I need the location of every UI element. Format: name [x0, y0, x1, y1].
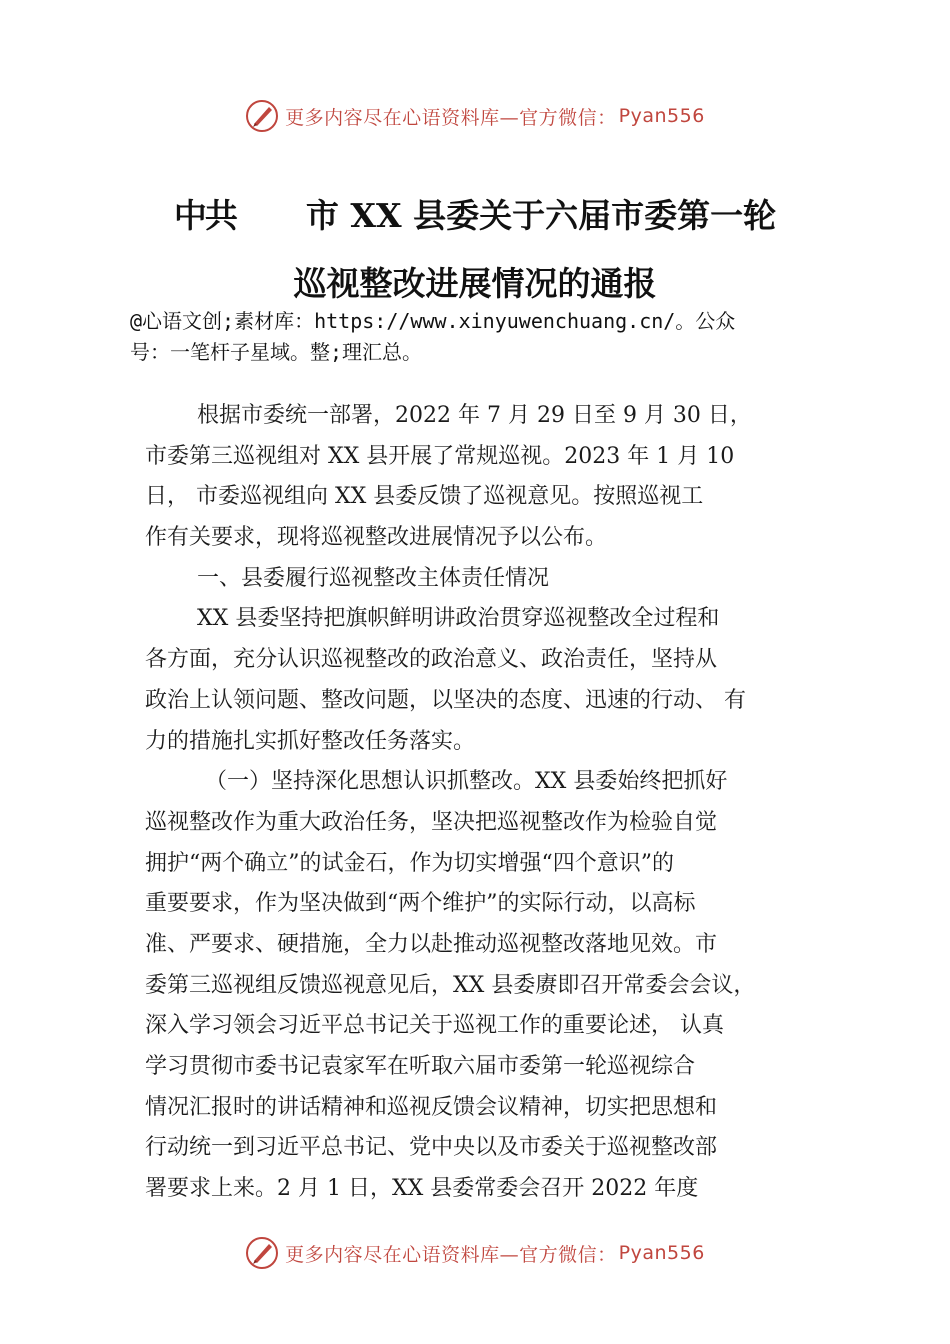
- body-line: 拥护“两个确立”的试金石，作为切实增强“四个意识”的: [145, 850, 674, 876]
- banner-wechat-id: Pyan556: [618, 105, 705, 127]
- footer-banner: [0, 1233, 950, 1273]
- source-watermark: [130, 306, 850, 368]
- watermark-line-2: 号：一笔杆子星域。整;理汇总。: [130, 340, 423, 364]
- banner-text: 更多内容尽在心语资料库—官方微信：: [285, 1243, 617, 1266]
- body-line: 行动统一到习近平总书记、党中央以及市委关于巡视整改部: [145, 1135, 718, 1161]
- body-line: 情况汇报时的讲话精神和巡视反馈会议精神，切实把思想和: [145, 1094, 718, 1120]
- header-banner: [0, 96, 950, 136]
- watermark-line-1: @心语文创;素材库：https://www.xinyuwenchuang.cn/。公众: [130, 309, 736, 333]
- body-line: 作有关要求，现将巡视整改进展情况予以公布。: [145, 525, 608, 551]
- banner-wechat-id: Pyan556: [618, 1242, 705, 1264]
- body-line: 学习贯彻市委书记袁家军在听取六届市委第一轮巡视综合: [145, 1054, 696, 1079]
- body-line: 各方面，充分认识巡视整改的政治意义、政治责任，坚持从: [145, 647, 718, 673]
- body-line: 市委第三巡视组对 XX 县开展了常规巡视。2023 年 1 月 10: [145, 443, 735, 469]
- body-line: XX 县委坚持把旗帜鲜明讲政治贯穿巡视整改全过程和: [197, 606, 720, 632]
- body-line: 准、严要求、硬措施，全力以赴推动巡视整改落地见效。市: [145, 931, 718, 957]
- body-line: 署要求上来。2 月 1 日，XX 县委常委会召开 2022 年度: [145, 1176, 699, 1202]
- body-line: 重要要求，作为坚决做到“两个维护”的实际行动，以高标: [145, 891, 696, 917]
- body-line: 力的措施扎实抓好整改任务落实。: [145, 728, 476, 754]
- pen-logo-icon: [245, 99, 279, 133]
- subsection-line: （一）坚持深化思想认识抓整改。XX 县委始终把抓好: [205, 769, 728, 795]
- section-heading: 一、县委履行巡视整改主体责任情况: [197, 565, 550, 591]
- body-line: 根据市委统一部署，2022 年 7 月 29 日至 9 月 30 日，: [197, 403, 752, 428]
- pen-logo-icon: [245, 1236, 279, 1270]
- title-text-1: 市 XX 县委关于六届市委第一轮: [305, 196, 777, 235]
- document-body: [145, 396, 835, 1210]
- document-title-line-2: 巡视整改进展情况的通报: [293, 264, 657, 303]
- body-line: 深入学习领会习近平总书记关于巡视工作的重要论述， 认真: [145, 1013, 724, 1039]
- banner-text: 更多内容尽在心语资料库—官方微信：: [285, 106, 617, 129]
- document-title-line-1: [0, 190, 950, 237]
- title-garbled-prefix: 中共: [173, 196, 236, 235]
- body-line: 日， 市委巡视组向 XX 县委反馈了巡视意见。按照巡视工: [145, 484, 704, 510]
- body-line: 巡视整改作为重大政治任务，坚决把巡视整改作为检验自觉: [145, 809, 718, 835]
- body-line: 政治上认领问题、整改问题，以坚决的态度、迅速的行动、 有: [145, 687, 746, 713]
- body-line: 委第三巡视组反馈巡视意见后，XX 县委赓即召开常委会会议，: [145, 972, 756, 998]
